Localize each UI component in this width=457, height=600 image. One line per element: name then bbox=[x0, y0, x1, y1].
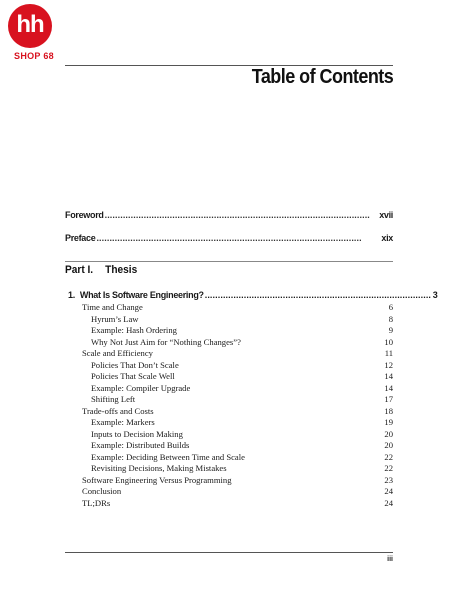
chapter-number: 1. bbox=[68, 290, 75, 300]
section-title: Inputs to Decision Making bbox=[91, 428, 183, 439]
section-page: 12 bbox=[384, 359, 393, 370]
dot-leader bbox=[105, 210, 377, 220]
page-number: iii bbox=[387, 556, 393, 563]
toc-section-entry[interactable] bbox=[82, 394, 393, 406]
part-name: Thesis bbox=[105, 264, 138, 276]
toc-section-entry[interactable] bbox=[82, 417, 393, 429]
dot-leader bbox=[96, 233, 378, 243]
section-title: Example: Distributed Builds bbox=[91, 440, 190, 450]
toc-section-entry[interactable] bbox=[82, 475, 393, 487]
section-title: Policies That Don’t Scale bbox=[91, 359, 179, 370]
section-title: Example: Hash Ordering bbox=[91, 325, 177, 335]
section-title: Example: Compiler Upgrade bbox=[91, 382, 191, 393]
section-title: Hyrum’s Law bbox=[91, 313, 139, 324]
toc-section-entry[interactable] bbox=[82, 463, 393, 475]
toc-entry-label: Foreword bbox=[65, 210, 104, 220]
section-page: 8 bbox=[388, 313, 393, 324]
section-title: Example: Markers bbox=[91, 417, 155, 427]
section-page: 10 bbox=[384, 336, 393, 347]
part-heading bbox=[65, 264, 137, 276]
chapter-page: 3 bbox=[432, 290, 438, 300]
logo-badge bbox=[8, 4, 52, 48]
section-title: Example: Deciding Between Time and Scale bbox=[91, 451, 245, 462]
toc-section-entry[interactable] bbox=[82, 406, 393, 418]
section-title: Why Not Just Aim for “Nothing Changes”? bbox=[91, 336, 241, 347]
toc-section-entry[interactable] bbox=[82, 314, 393, 326]
toc-chapter-1[interactable] bbox=[68, 290, 438, 300]
bottom-rule bbox=[65, 552, 393, 553]
chapter-title: What Is Software Engineering? bbox=[79, 290, 204, 300]
section-page: 20 bbox=[384, 428, 393, 439]
page-title: Table of Contents bbox=[251, 66, 393, 88]
section-page: 14 bbox=[384, 371, 393, 381]
toc-section-entry[interactable] bbox=[82, 371, 393, 383]
section-title: Time and Change bbox=[82, 302, 143, 312]
dot-leader: . . . . . . . . . . . . . . . . . . . . . . . . . . . . . . . . . . . . . . . . . . . . . . . . . . . . . . . . . . . . . . . . . . . . . . . . . . . . . . . . . . . . . . . bbox=[204, 290, 430, 300]
shop-logo bbox=[4, 4, 62, 62]
section-title: Policies That Scale Well bbox=[91, 371, 175, 381]
section-page: 24 bbox=[384, 497, 393, 508]
section-title: Revisiting Decisions, Making Mistakes bbox=[91, 463, 227, 473]
section-page: 9 bbox=[388, 325, 393, 335]
toc-section-entry[interactable] bbox=[82, 360, 393, 372]
section-page: 18 bbox=[384, 405, 393, 416]
toc-section-entry[interactable] bbox=[82, 429, 393, 441]
toc-entry-preface[interactable] bbox=[65, 233, 393, 243]
toc-entry-page: xix bbox=[381, 233, 393, 243]
section-title: TL;DRs bbox=[82, 497, 111, 508]
toc-section-entry[interactable] bbox=[82, 486, 393, 498]
section-page: 14 bbox=[384, 382, 393, 393]
toc-section-entry[interactable] bbox=[82, 348, 393, 360]
section-title: Trade-offs and Costs bbox=[82, 405, 154, 416]
toc-section-entry[interactable] bbox=[82, 383, 393, 395]
section-title: Shifting Left bbox=[91, 394, 136, 404]
section-title: Conclusion bbox=[82, 486, 122, 496]
toc-entry-foreword[interactable] bbox=[65, 210, 393, 220]
toc-section-entry[interactable] bbox=[82, 452, 393, 464]
toc-section-entry[interactable] bbox=[82, 498, 393, 510]
part-rule bbox=[65, 261, 393, 262]
toc-entry-label: Preface bbox=[65, 233, 96, 243]
section-page: 20 bbox=[384, 440, 393, 450]
toc-section-entry[interactable] bbox=[82, 337, 393, 349]
part-number: Part I. bbox=[65, 264, 94, 276]
logo-text: SHOP 68 bbox=[14, 51, 54, 61]
section-title: Software Engineering Versus Programming bbox=[82, 474, 232, 485]
logo-mark: hh bbox=[16, 11, 44, 38]
section-page: 22 bbox=[384, 463, 393, 473]
section-page: 6 bbox=[388, 302, 393, 312]
section-page: 17 bbox=[384, 394, 393, 404]
section-page: 11 bbox=[384, 348, 393, 358]
section-page: 23 bbox=[384, 474, 393, 485]
section-list bbox=[82, 302, 393, 509]
section-page: 19 bbox=[384, 417, 393, 427]
toc-section-entry[interactable] bbox=[82, 440, 393, 452]
section-page: 24 bbox=[384, 486, 393, 496]
toc-section-entry[interactable] bbox=[82, 302, 393, 314]
toc-entry-page: xvii bbox=[379, 210, 393, 220]
section-page: 22 bbox=[384, 451, 393, 462]
section-title: Scale and Efficiency bbox=[82, 348, 153, 358]
toc-section-entry[interactable] bbox=[82, 325, 393, 337]
